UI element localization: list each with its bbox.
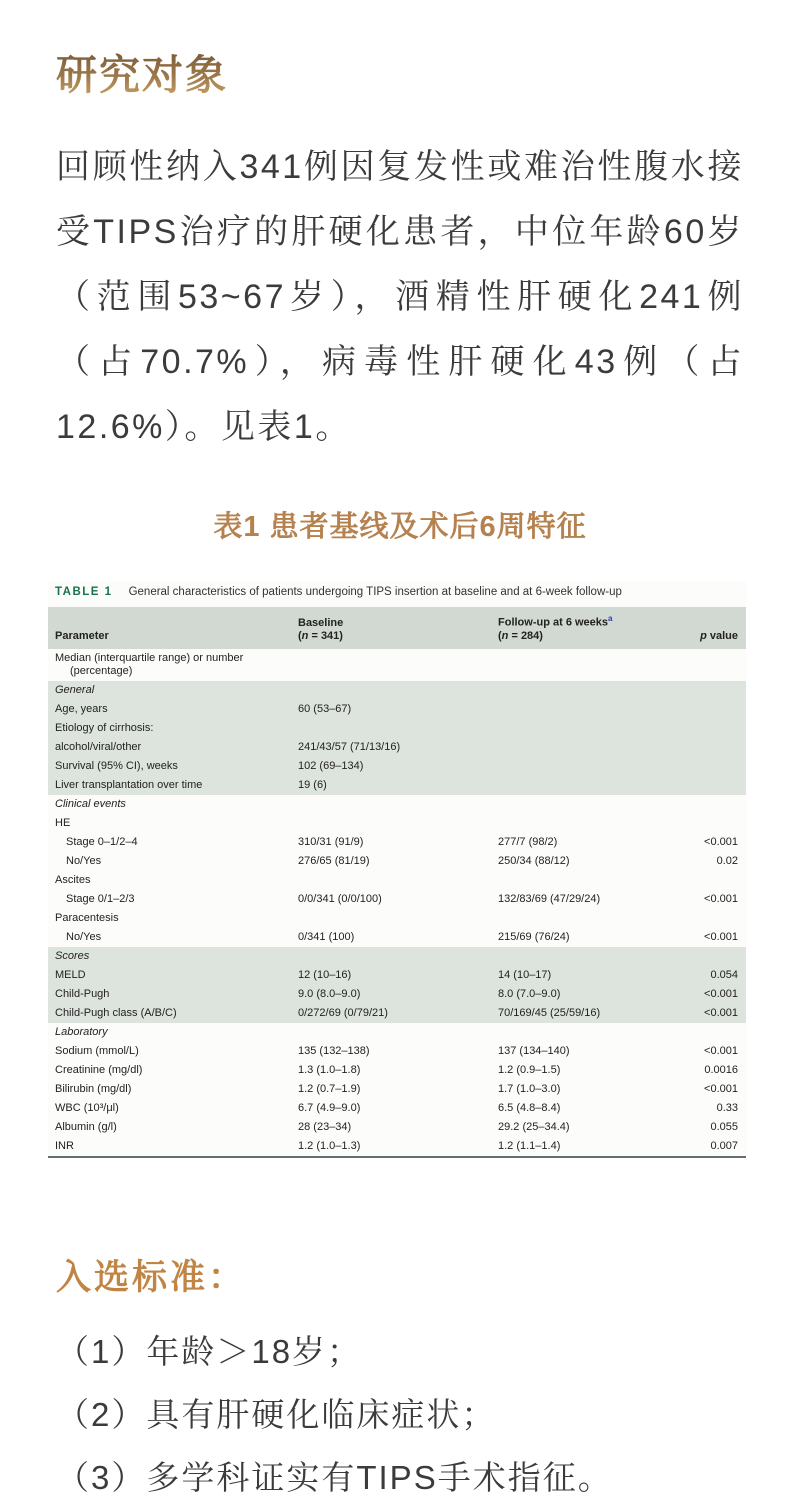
table-row: [48, 1137, 746, 1157]
pvalue-cell: [679, 814, 746, 833]
criteria-item: （3）多学科证实有TIPS手术指征。: [56, 1458, 613, 1496]
intro-paragraph: 回顾性纳入341例因复发性或难治性腹水接受TIPS治疗的肝硬化患者，中位年龄60岁（范围53~67岁），酒精性肝硬化241例（占70.7%），病毒性肝硬化43例（占12.6%）。见表1。: [56, 148, 744, 446]
followup-cell: 70/169/45 (25/59/16): [498, 1006, 601, 1019]
pvalue-cell: 0.0016: [704, 1063, 738, 1076]
parameter-cell: MELD: [55, 968, 86, 981]
pvalue-cell: <0.001: [704, 835, 738, 848]
parameter-cell: Median (interquartile range) or number (percentage): [55, 651, 244, 677]
baseline-table: [48, 607, 746, 1158]
pvalue-cell: <0.001: [704, 1044, 738, 1057]
table-row: [48, 871, 746, 890]
parameter-cell: Sodium (mmol/L): [55, 1044, 139, 1057]
baseline-cell: 0/341 (100): [298, 930, 355, 943]
parameter-cell: Child-Pugh: [55, 987, 110, 1000]
parameter-cell: HE: [55, 816, 71, 829]
footnote-marker: a: [608, 614, 613, 623]
followup-cell: [491, 719, 679, 738]
baseline-cell: 28 (23–34): [298, 1120, 352, 1133]
followup-cell: 14 (10–17): [498, 968, 552, 981]
pvalue-cell: [679, 700, 746, 719]
table-row: [48, 814, 746, 833]
baseline-cell: 0/272/69 (0/79/21): [298, 1006, 388, 1019]
followup-cell: 8.0 (7.0–9.0): [498, 987, 561, 1000]
followup-cell: [491, 700, 679, 719]
table-row: [48, 1042, 746, 1061]
table-row: [48, 795, 746, 814]
parameter-cell: Stage 0–1/2–4: [66, 835, 138, 848]
baseline-cell: [291, 649, 491, 681]
pvalue-cell: 0.33: [716, 1101, 738, 1114]
pvalue-cell: [679, 719, 746, 738]
table-row: [48, 700, 746, 719]
table-caption: [48, 581, 746, 607]
parameter-cell: Etiology of cirrhosis:: [55, 721, 154, 734]
criteria-list: [56, 1332, 744, 1496]
baseline-cell: [291, 814, 491, 833]
table-row: [48, 985, 746, 1004]
baseline-cell: [291, 871, 491, 890]
pvalue-cell: [679, 757, 746, 776]
baseline-cell: 60 (53–67): [298, 702, 352, 715]
baseline-cell: 241/43/57 (71/13/16): [298, 740, 401, 753]
table-header-row: [48, 607, 746, 649]
followup-cell: 132/83/69 (47/29/24): [498, 892, 601, 905]
followup-cell: 1.7 (1.0–3.0): [498, 1082, 561, 1095]
table-row: [48, 1080, 746, 1099]
table-row: [48, 966, 746, 985]
pvalue-cell: [679, 738, 746, 757]
table-header: [48, 607, 746, 649]
header-parameter: Parameter: [55, 629, 109, 642]
baseline-cell: [291, 681, 491, 700]
followup-cell: 29.2 (25–34.4): [498, 1120, 570, 1133]
parameter-cell: Creatinine (mg/dl): [55, 1063, 143, 1076]
pvalue-cell: [679, 649, 746, 681]
followup-cell: [491, 947, 679, 966]
baseline-cell: [291, 947, 491, 966]
table-row: [48, 890, 746, 909]
parameter-cell: INR: [55, 1139, 74, 1152]
header-baseline: Baseline (n = 341): [298, 616, 344, 642]
table-row: [48, 1118, 746, 1137]
baseline-cell: 1.2 (0.7–1.9): [298, 1082, 361, 1095]
parameter-cell: Survival (95% CI), weeks: [55, 759, 178, 772]
followup-cell: 250/34 (88/12): [498, 854, 570, 867]
followup-cell: 215/69 (76/24): [498, 930, 570, 943]
criteria-item: （1）年龄＞18岁；: [56, 1332, 363, 1370]
parameter-cell: Laboratory: [55, 1025, 108, 1038]
table-row: [48, 928, 746, 947]
pvalue-cell: <0.001: [704, 1082, 738, 1095]
table-row: [48, 852, 746, 871]
table-row: [48, 1004, 746, 1023]
pvalue-cell: [679, 681, 746, 700]
table-row: [48, 909, 746, 928]
pvalue-cell: [679, 795, 746, 814]
pvalue-cell: 0.02: [716, 854, 738, 867]
followup-cell: [491, 738, 679, 757]
table-row: [48, 738, 746, 757]
page-title: 研究对象: [56, 42, 228, 101]
followup-cell: [491, 814, 679, 833]
table-figure: [48, 581, 746, 1158]
table-row: [48, 649, 746, 681]
pvalue-cell: 0.007: [710, 1139, 738, 1152]
baseline-cell: [291, 1023, 491, 1042]
table-row: [48, 776, 746, 795]
table-title-cn: 表1 患者基线及术后6周特征: [213, 511, 587, 543]
header-followup: Follow-up at 6 weeks$^a$ (n = 284): [498, 614, 613, 642]
pvalue-cell: 0.054: [710, 968, 738, 981]
pvalue-cell: [679, 871, 746, 890]
baseline-cell: [291, 909, 491, 928]
baseline-cell: 0/0/341 (0/0/100): [298, 892, 382, 905]
parameter-cell: Albumin (g/l): [55, 1120, 117, 1133]
table-caption-text: General characteristics of patients undergoing TIPS insertion at baseline and at 6-week follow-up: [128, 586, 622, 598]
header-pvalue: p value: [700, 629, 738, 642]
parameter-cell: Stage 0/1–2/3: [66, 892, 135, 905]
table-row: [48, 1099, 746, 1118]
parameter-cell: Paracentesis: [55, 911, 119, 924]
followup-cell: [491, 649, 679, 681]
baseline-cell: [291, 795, 491, 814]
followup-cell: [491, 1023, 679, 1042]
table-row: [48, 1061, 746, 1080]
baseline-cell: 310/31 (91/9): [298, 835, 364, 848]
parameter-cell: No/Yes: [66, 854, 102, 867]
table-body: [48, 649, 746, 1157]
pvalue-cell: [679, 947, 746, 966]
parameter-cell: Ascites: [55, 873, 91, 886]
followup-cell: [491, 795, 679, 814]
table-caption-label: TABLE 1: [55, 586, 113, 598]
table-row: [48, 833, 746, 852]
parameter-cell: WBC (10³/μl): [55, 1101, 119, 1114]
followup-cell: 1.2 (0.9–1.5): [498, 1063, 561, 1076]
baseline-cell: 6.7 (4.9–9.0): [298, 1101, 361, 1114]
parameter-cell: No/Yes: [66, 930, 102, 943]
pvalue-cell: [679, 909, 746, 928]
baseline-cell: 102 (69–134): [298, 759, 364, 772]
table-row: [48, 757, 746, 776]
baseline-cell: 9.0 (8.0–9.0): [298, 987, 361, 1000]
pvalue-cell: <0.001: [704, 987, 738, 1000]
baseline-cell: 135 (132–138): [298, 1044, 370, 1057]
baseline-cell: 1.2 (1.0–1.3): [298, 1139, 361, 1152]
followup-cell: [491, 757, 679, 776]
table-row: [48, 947, 746, 966]
parameter-cell: alcohol/viral/other: [55, 740, 142, 753]
criteria-item: （2）具有肝硬化临床症状；: [56, 1395, 497, 1433]
pvalue-cell: <0.001: [704, 930, 738, 943]
baseline-cell: 1.3 (1.0–1.8): [298, 1063, 361, 1076]
followup-cell: 6.5 (4.8–8.4): [498, 1101, 561, 1114]
criteria-heading: 入选标准：: [56, 1257, 247, 1297]
parameter-cell: Age, years: [55, 702, 108, 715]
pvalue-cell: 0.055: [710, 1120, 738, 1133]
table-row: [48, 681, 746, 700]
pvalue-cell: [679, 776, 746, 795]
parameter-cell: Liver transplantation over time: [55, 778, 203, 791]
pvalue-cell: [679, 1023, 746, 1042]
followup-cell: 1.2 (1.1–1.4): [498, 1139, 561, 1152]
followup-cell: [491, 909, 679, 928]
baseline-cell: 276/65 (81/19): [298, 854, 370, 867]
table-row: [48, 1023, 746, 1042]
followup-cell: [491, 871, 679, 890]
followup-cell: 277/7 (98/2): [498, 835, 558, 848]
followup-cell: [491, 681, 679, 700]
baseline-cell: 19 (6): [298, 778, 327, 791]
baseline-cell: [291, 719, 491, 738]
followup-cell: [491, 776, 679, 795]
baseline-cell: 12 (10–16): [298, 968, 352, 981]
pvalue-cell: <0.001: [704, 892, 738, 905]
parameter-cell: Clinical events: [55, 797, 126, 810]
parameter-cell: General: [55, 683, 95, 696]
followup-cell: 137 (134–140): [498, 1044, 570, 1057]
table-row: [48, 719, 746, 738]
parameter-cell: Child-Pugh class (A/B/C): [55, 1006, 177, 1019]
parameter-cell: Bilirubin (mg/dl): [55, 1082, 132, 1095]
pvalue-cell: <0.001: [704, 1006, 738, 1019]
parameter-cell: Scores: [55, 949, 90, 962]
